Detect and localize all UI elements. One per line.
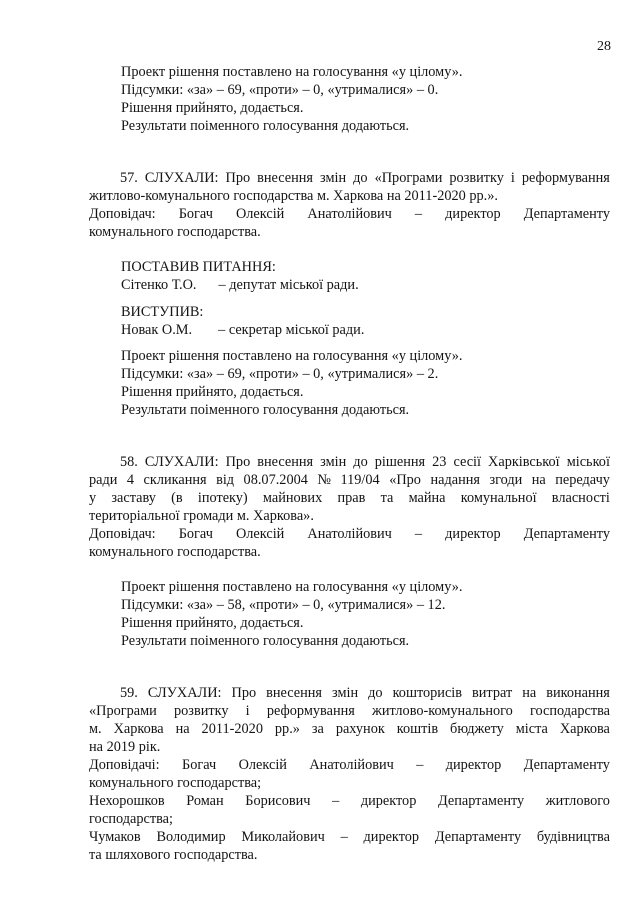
- item-57-speaker: [89, 205, 610, 223]
- item-59-speaker-3: [89, 828, 610, 846]
- word: і: [245, 703, 250, 719]
- decision-status: Рішення прийнято, додається.: [121, 100, 304, 116]
- item-58-heading-cont: [89, 471, 610, 489]
- word: 08.07.2004: [243, 472, 308, 488]
- word: Про: [231, 685, 257, 701]
- word: і: [510, 170, 515, 186]
- word: директор: [360, 793, 417, 809]
- word: Миколайович: [241, 829, 325, 845]
- word: змін: [320, 170, 347, 186]
- word: реформування: [521, 170, 610, 186]
- item-58-heading-end: територіальної громади м. Харкова».: [89, 508, 314, 524]
- word: внесення: [257, 454, 314, 470]
- word: будівництва: [536, 829, 610, 845]
- word: Олексій: [235, 206, 285, 222]
- word: Богач: [178, 206, 213, 222]
- vote-results: Підсумки: «за» – 69, «проти» – 0, «утрималися» – 0.: [121, 82, 439, 98]
- word: 23: [432, 454, 447, 470]
- word: іпотеку): [197, 490, 248, 506]
- vote-results: Підсумки: «за» – 69, «проти» – 0, «утрималися» – 2.: [121, 366, 439, 382]
- item-59-speaker-1: [89, 756, 610, 774]
- word: від: [216, 472, 235, 488]
- person-name: Новак О.М.: [121, 322, 193, 338]
- word: –: [332, 793, 340, 809]
- word: «Програми: [374, 170, 443, 186]
- word: Анатолійович: [307, 206, 392, 222]
- person-name: Сітенко Т.О.: [121, 277, 197, 293]
- word: міста: [515, 721, 548, 737]
- word: розвитку: [174, 703, 229, 719]
- word: заставу: [111, 490, 156, 506]
- word: Анатолійович: [309, 757, 394, 773]
- word: згоди: [489, 472, 523, 488]
- word: до: [353, 170, 368, 186]
- word: Про: [225, 454, 251, 470]
- word: сесії: [453, 454, 481, 470]
- item-58-speaker: [89, 525, 610, 543]
- word: Олексій: [238, 757, 287, 773]
- word: Харкова: [113, 721, 164, 737]
- roll-call-note: Результати поіменного голосування додаються.: [121, 633, 410, 649]
- item-59-heading-cont: [89, 720, 610, 738]
- word: м.: [89, 721, 102, 737]
- vote-statement: Проект рішення поставлено на голосування «у цілому».: [121, 64, 463, 80]
- vote-statement: Проект рішення поставлено на голосування «у цілому».: [121, 579, 463, 595]
- word: 4: [126, 472, 135, 488]
- word: Харкова: [559, 721, 610, 737]
- item-57-heading-cont: житлово-комунального господарства м. Харкова на 2011-2020 рр.».: [89, 188, 498, 204]
- word: директор: [363, 829, 420, 845]
- word: Департаменту: [523, 206, 610, 222]
- word: №: [317, 472, 332, 488]
- spoke-heading: ВИСТУПИВ:: [121, 304, 204, 320]
- word: Доповідач:: [89, 206, 156, 222]
- word: Анатолійович: [307, 526, 392, 542]
- item-59-speaker-1-dept: комунального господарства;: [89, 775, 262, 791]
- item-59-heading: [120, 684, 610, 702]
- word: внесення: [257, 170, 314, 186]
- word: Богач: [178, 526, 213, 542]
- word: надання: [430, 472, 480, 488]
- word: СЛУХАЛИ:: [144, 454, 219, 470]
- word: власності: [551, 490, 610, 506]
- word: –: [414, 206, 423, 222]
- word: житлово-комунального: [372, 703, 513, 719]
- word: кошторисів: [392, 685, 463, 701]
- word: рахунок: [335, 721, 385, 737]
- word: коштів: [396, 721, 439, 737]
- word: рішення: [374, 454, 426, 470]
- word: бюджету: [450, 721, 504, 737]
- page-number: 28: [597, 39, 611, 54]
- word: на: [531, 472, 546, 488]
- item-59-speaker-2-dept: господарства;: [89, 811, 173, 827]
- word: витрат: [472, 685, 513, 701]
- item-58-speaker-dept: комунального господарства.: [89, 544, 261, 560]
- word: внесення: [266, 685, 323, 701]
- person-role: – депутат міської ради.: [218, 277, 359, 293]
- word: Чумаков: [89, 829, 141, 845]
- decision-status: Рішення прийнято, додається.: [121, 384, 304, 400]
- spoke-person: [121, 321, 364, 339]
- word: (в: [171, 490, 183, 506]
- word: майна: [408, 490, 446, 506]
- word: на: [175, 721, 190, 737]
- item-59-speaker-2: [89, 792, 610, 810]
- word: майнових: [262, 490, 323, 506]
- item-57-heading: [120, 169, 610, 187]
- word: Харківської: [488, 454, 560, 470]
- word: рр.»: [274, 721, 300, 737]
- word: «Про: [389, 472, 421, 488]
- word: розвитку: [449, 170, 504, 186]
- roll-call-note: Результати поіменного голосування додаються.: [121, 118, 410, 134]
- item-59-speaker-3-dept: та шляхового господарства.: [89, 847, 258, 863]
- word: «Програми: [89, 703, 157, 719]
- vote-results: Підсумки: «за» – 58, «проти» – 0, «утрималися» – 12.: [121, 597, 446, 613]
- word: та: [380, 490, 394, 506]
- word: –: [340, 829, 348, 845]
- word: директор: [445, 757, 502, 773]
- item-59-heading-cont: [89, 702, 610, 720]
- word: житлового: [545, 793, 610, 809]
- word: Доповідач:: [89, 526, 156, 542]
- raised-question-person: [121, 276, 359, 294]
- word: у: [89, 490, 97, 506]
- word: директор: [445, 206, 501, 222]
- word: Доповідачі:: [89, 757, 160, 773]
- word: передачу: [555, 472, 610, 488]
- word: Департаменту: [434, 829, 522, 845]
- decision-status: Рішення прийнято, додається.: [121, 615, 304, 631]
- word: Нехорошков: [89, 793, 165, 809]
- word: Богач: [182, 757, 217, 773]
- word: Олексій: [235, 526, 285, 542]
- word: 2011-2020: [201, 721, 263, 737]
- word: реформування: [266, 703, 355, 719]
- word: –: [414, 526, 423, 542]
- word: Роман: [186, 793, 224, 809]
- item-58-heading: [120, 453, 610, 471]
- word: –: [416, 757, 424, 773]
- person-role: – секретар міської ради.: [218, 322, 365, 338]
- word: Департаменту: [523, 526, 610, 542]
- item-58-heading-cont: [89, 489, 610, 507]
- item-59-heading-end: на 2019 рік.: [89, 739, 161, 755]
- word: за: [311, 721, 324, 737]
- word: Департаменту: [437, 793, 525, 809]
- word: 58.: [120, 454, 138, 470]
- word: Володимир: [156, 829, 226, 845]
- word: змін: [320, 454, 347, 470]
- word: 59.: [120, 685, 138, 701]
- word: 119/04: [340, 472, 380, 488]
- word: господарства: [529, 703, 610, 719]
- word: Департаменту: [523, 757, 610, 773]
- word: директор: [445, 526, 501, 542]
- word: ради: [89, 472, 118, 488]
- word: комунальної: [460, 490, 537, 506]
- word: до: [353, 454, 368, 470]
- item-57-speaker-dept: комунального господарства.: [89, 224, 261, 240]
- word: 57.: [120, 170, 138, 186]
- word: міської: [566, 454, 610, 470]
- word: прав: [337, 490, 366, 506]
- word: скликання: [143, 472, 207, 488]
- raised-question-heading: ПОСТАВИВ ПИТАННЯ:: [121, 259, 276, 275]
- word: на: [522, 685, 537, 701]
- word: виконання: [546, 685, 610, 701]
- word: змін: [332, 685, 359, 701]
- word: до: [368, 685, 383, 701]
- word: Про: [225, 170, 251, 186]
- word: СЛУХАЛИ:: [144, 170, 219, 186]
- roll-call-note: Результати поіменного голосування додаються.: [121, 402, 410, 418]
- vote-statement: Проект рішення поставлено на голосування «у цілому».: [121, 348, 463, 364]
- word: СЛУХАЛИ:: [147, 685, 222, 701]
- word: Борисович: [245, 793, 311, 809]
